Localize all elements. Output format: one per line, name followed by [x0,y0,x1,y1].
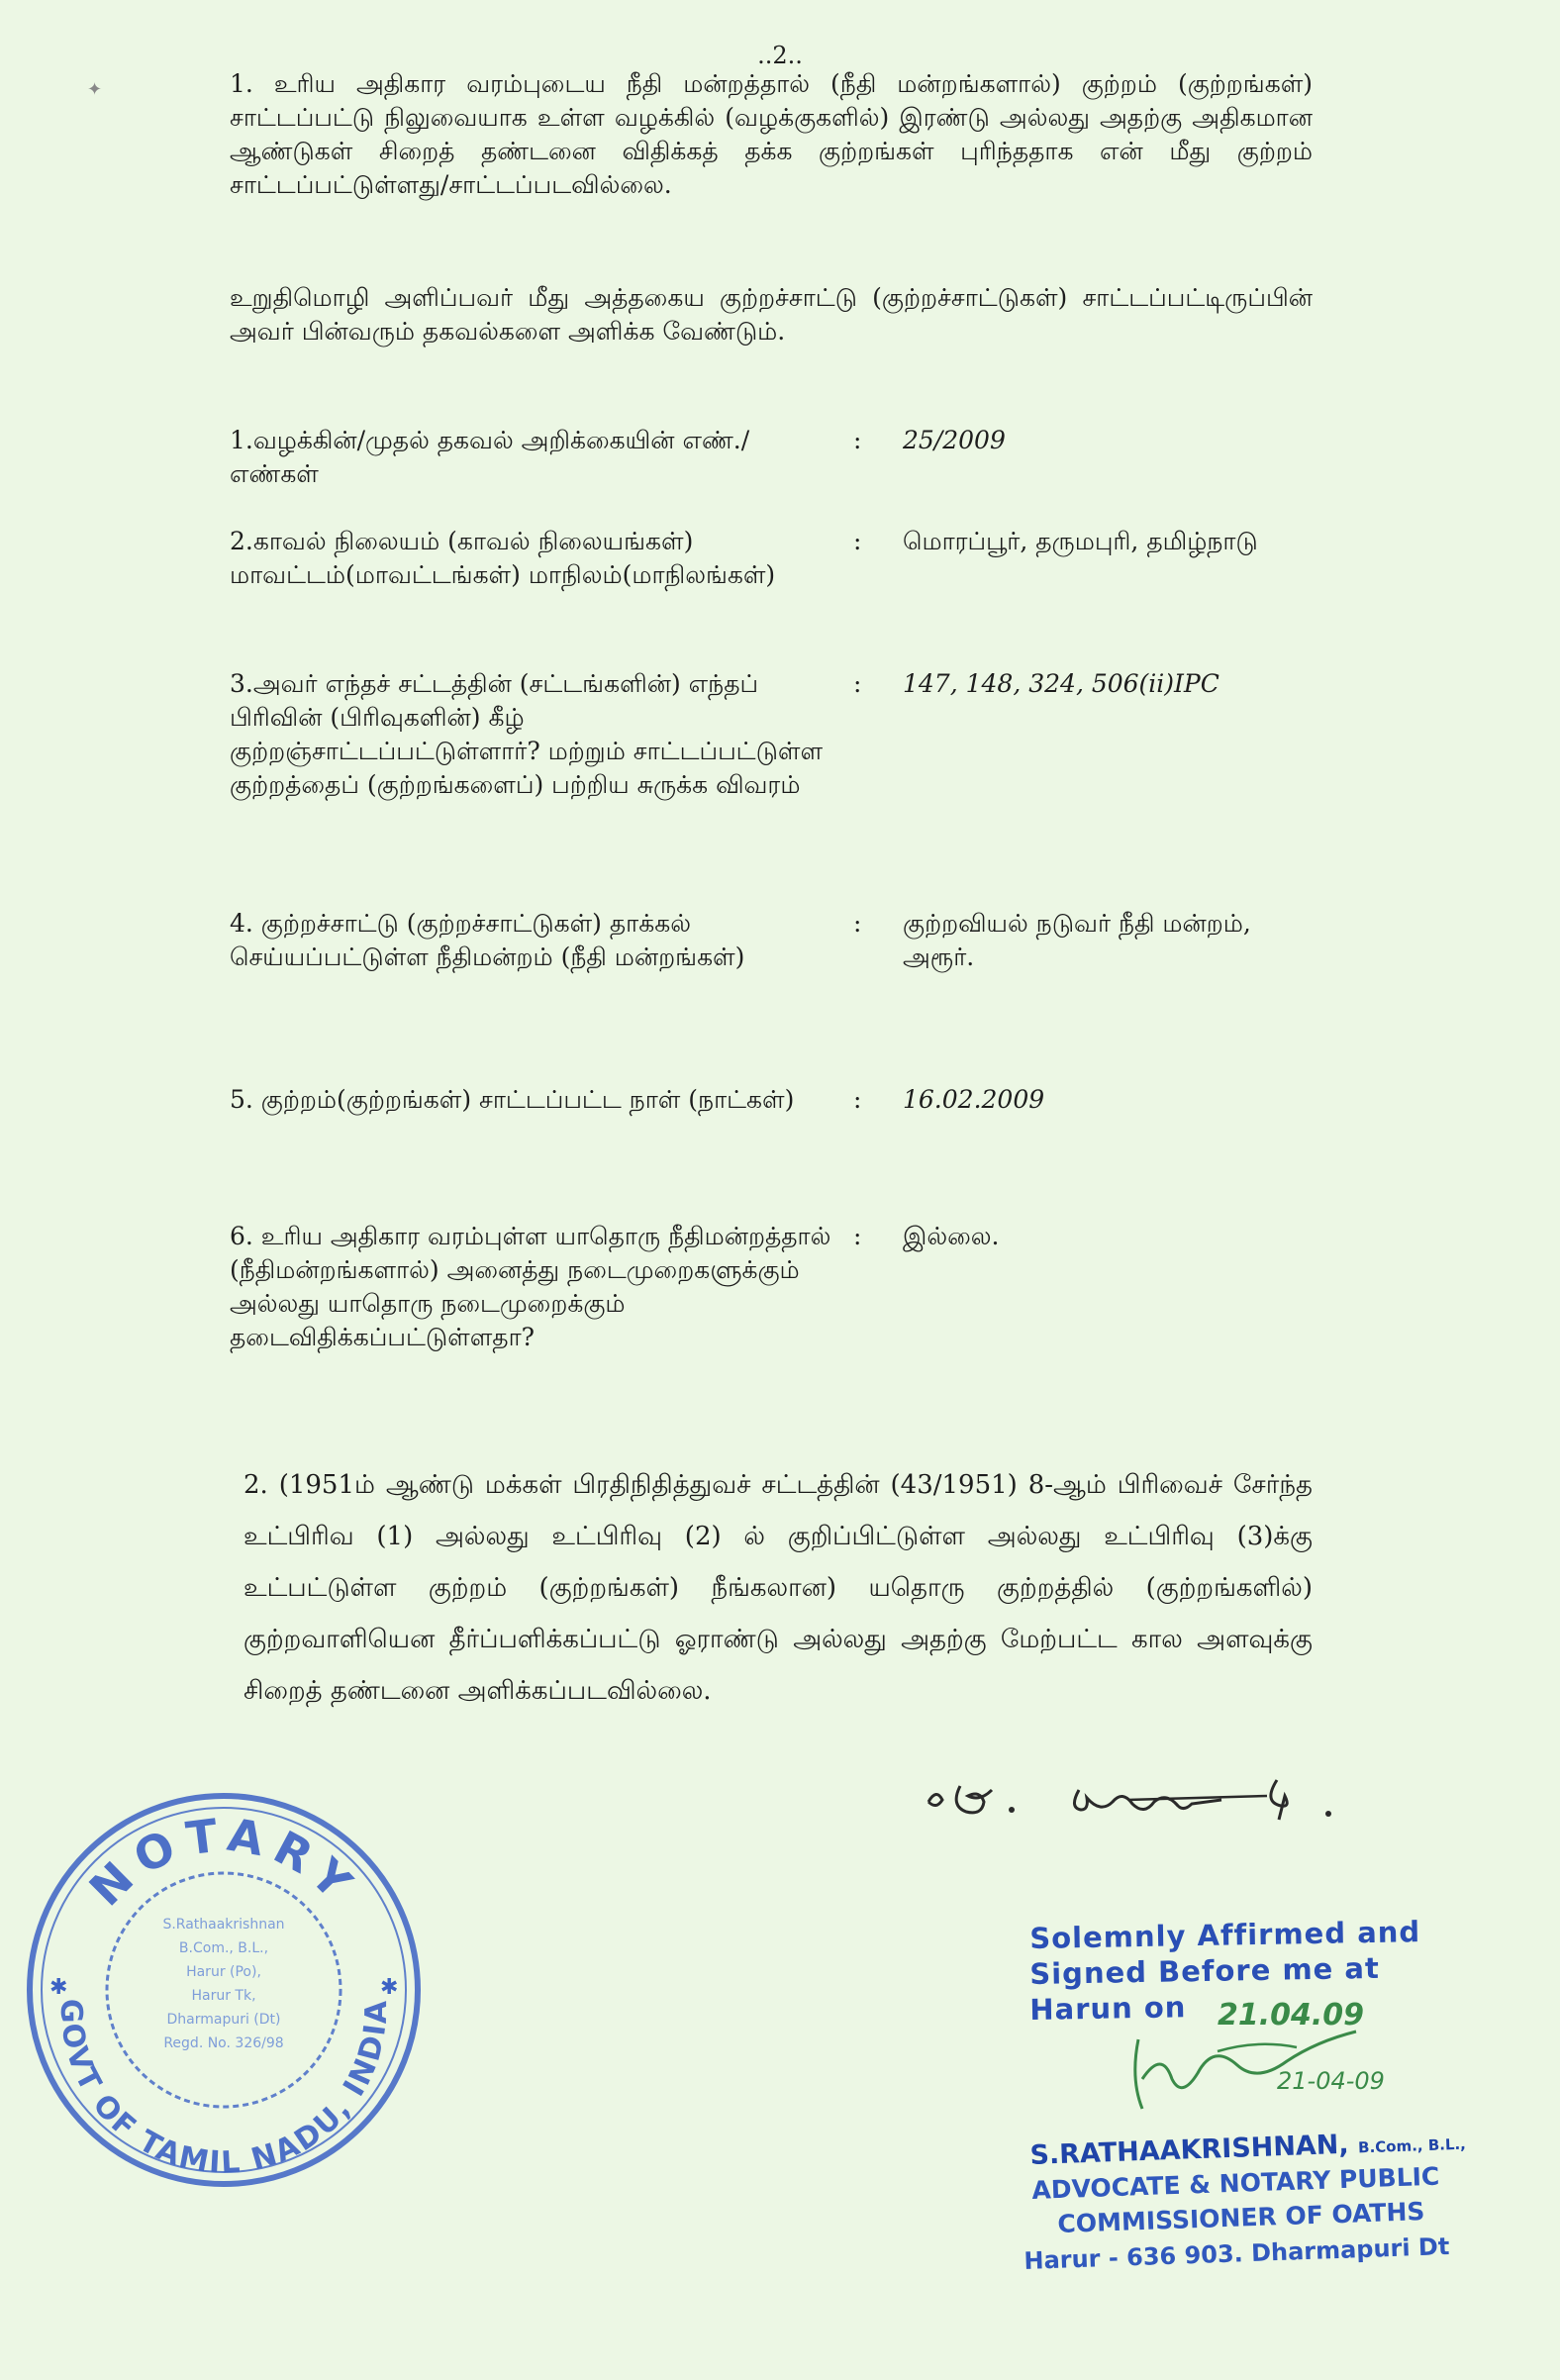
seal-inner-line: Regd. No. 326/98 [163,2035,284,2051]
info-row-value: குற்றவியல் நடுவர் நீதி மன்றம், அரூர். [903,909,1251,971]
declaration-paragraph-3: 2. (1951ம் ஆண்டு மக்கள் பிரதிநிதித்துவச் சட்டத்தின் (43/1951) 8-ஆம் பிரிவைச் சேர்ந்த உட்பிரிவ (1) அல்லது உட்பிரிவு (2) ல் குறிப்பிட்டுள்ள அல்லது உட்பிரிவு (3)க்கு உட்பட்டுள்ள குற்றம் (குற்றங்கள்) நீங்கலான) யதொரு குற்றத்தில் (குற்றங்களில்) குற்றவாளியென தீர்ப்பளிக்கப்பட்டு ஓராண்டு அல்லது அதற்கு மேற்பட்ட கால அளவுக்கு சிறைத் தண்டனை அளிக்கப்படவில்லை. [244,1470,1313,1706]
info-row-label: 5. குற்றம்(குற்றங்கள்) சாட்டப்பட்ட நாள் (நாட்கள்) [230,1085,795,1114]
paper-mark: ✦ [87,79,103,100]
affirmation-line: Signed Before me at [1029,1950,1381,1991]
deponent-signature [921,1762,1356,1832]
info-row-colon: : [853,527,862,555]
seal-top-text: NOTARY [78,1807,369,1917]
info-row-label: 2.காவல் நிலையம் (காவல் நிலையங்கள்) மாவட்டம்(மாவட்டங்கள்) மாநிலம்(மாநிலங்கள்) [230,527,776,589]
info-row-colon: : [853,669,862,698]
notary-signature-date: 21-04-09 [1277,2067,1385,2095]
info-row-value: 147, 148, 324, 506(ii)IPC [903,669,1219,698]
notary-signature [1109,2020,1465,2138]
info-row-value: மொரப்பூர், தருமபுரி, தமிழ்நாடு [903,527,1258,555]
affirmation-line: Solemnly Affirmed and [1029,1915,1421,1955]
info-row-label: 6. உரிய அதிகார வரம்புள்ள யாதொரு நீதிமன்றத்தால் (நீதிமன்றங்களால்) அனைத்து நடைமுறைகளுக்கும் அல்லது யாதொரு நடைமுறைக்கும் தடைவிதிக்கப்பட்டுள்ளதா? [230,1222,831,1351]
affirmation-date: 21.04.09 [1218,1998,1365,2033]
info-row-colon: : [853,426,862,454]
info-row-label: 3.அவர் எந்தச் சட்டத்தின் (சட்டங்களின்) எந்தப் பிரிவின் (பிரிவுகளின்) கீழ் குற்றஞ்சாட்டப்பட்டுள்ளார்? மற்றும் சாட்டப்பட்டுள்ள குற்றத்தைப் (குற்றங்களைப்) பற்றிய சுருக்க விவரம் [230,669,823,799]
notary-name-text: S.RATHAAKRISHNAN, [1029,2129,1350,2171]
notary-title: ADVOCATE & NOTARY PUBLIC [1031,2161,1440,2205]
seal-inner-line: S.Rathaakrishnan [162,1917,285,1933]
notary-seal [16,1782,432,2198]
notary-commission: COMMISSIONER OF OATHS [1057,2197,1425,2238]
declaration-paragraph-2: உறுதிமொழி அளிப்பவர் மீது அத்தகைய குற்றச்சாட்டு (குற்றச்சாட்டுகள்) சாட்டப்பட்டிருப்பின் அவர் பின்வரும் தகவல்களை அளிக்க வேண்டும். [230,283,1313,346]
seal-inner-line: Harur (Po), [186,1964,261,1980]
seal-star-icon: ✱ [49,1975,68,2000]
seal-inner-line: Dharmapuri (Dt) [166,2012,281,2028]
seal-inner-line: B.Com., B.L., [178,1940,269,1956]
notary-stamp-block [1024,1915,1544,2275]
info-row-colon: : [853,1085,862,1114]
info-row-value: இல்லை. [903,1222,1000,1250]
page-number: ..2.. [757,42,803,69]
info-row-value: 25/2009 [903,426,1006,454]
seal-star-icon: ✱ [380,1975,399,2000]
info-row-label: 1.வழக்கின்/முதல் தகவல் அறிக்கையின் எண்./எண்கள் [230,426,750,488]
notary-degree: B.Com., B.L., [1357,2134,1467,2157]
info-row-colon: : [853,909,862,938]
seal-inner-line: Harur Tk, [191,1988,256,2004]
info-row-value: 16.02.2009 [903,1085,1045,1114]
info-row-colon: : [853,1222,862,1250]
info-row-label: 4. குற்றச்சாட்டு (குற்றச்சாட்டுகள்) தாக்கல் செய்யப்பட்டுள்ள நீதிமன்றம் (நீதி மன்றங்கள்) [230,909,745,971]
declaration-paragraph-1: 1. உரிய அதிகார வரம்புடைய நீதி மன்றத்தால் (நீதி மன்றங்களால்) குற்றம் (குற்றங்கள்) சாட்டப்பட்டு நிலுவையாக உள்ள வழக்கில் (வழக்குகளில்) இரண்டு அல்லது அதற்கு அதிகமான ஆண்டுகள் சிறைத் தண்டனை விதிக்கத் தக்க குற்றங்கள் புரிந்ததாக என் மீது குற்றம் சாட்டப்பட்டுள்ளது/சாட்டப்படவில்லை. [230,69,1313,199]
affirmation-place: Harun on [1029,1990,1187,2027]
seal-bottom-text: GOVT OF TAMIL NADU, INDIA [52,1998,395,2181]
notary-address: Harur - 636 903. Dharmapuri Dt [1024,2231,1450,2275]
